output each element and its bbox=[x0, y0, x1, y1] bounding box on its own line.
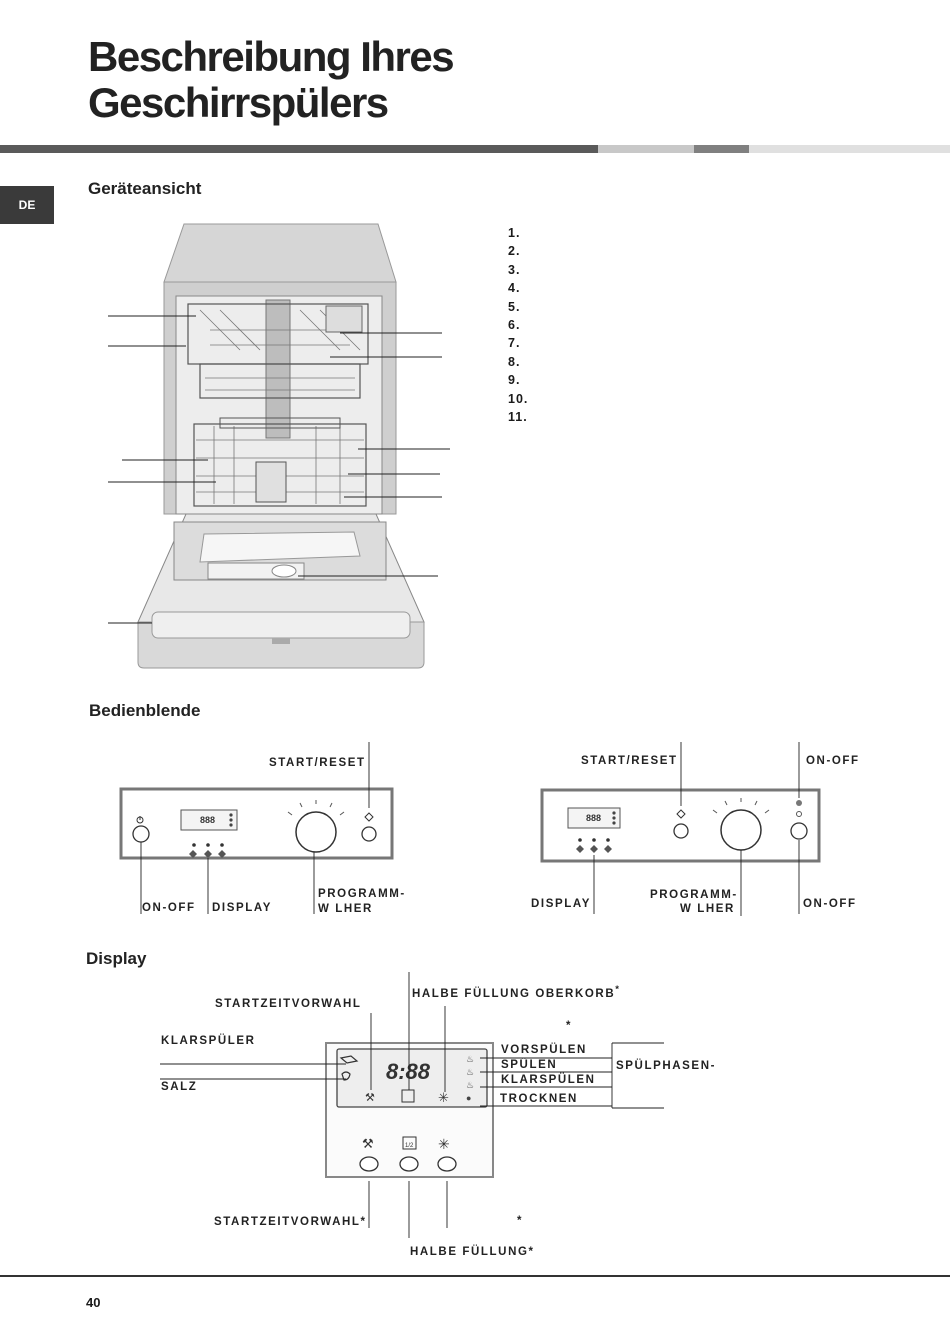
section-device-view-heading: Geräteansicht bbox=[88, 179, 202, 198]
list-item: 2. bbox=[508, 244, 521, 259]
list-item: 9. bbox=[508, 373, 521, 388]
label-program-selector-right-1: PROGRAMM- bbox=[650, 889, 738, 901]
label-startzeitvorwahl: STARTZEITVORWAHL bbox=[215, 998, 362, 1010]
list-item: 1. bbox=[508, 226, 521, 240]
list-item: 11. bbox=[508, 409, 528, 424]
start-reset-button bbox=[362, 827, 376, 841]
svg-text:●: ● bbox=[466, 1093, 472, 1103]
footer-rule bbox=[0, 1275, 950, 1277]
label-on-off-left: ON-OFF bbox=[142, 902, 196, 914]
label-program-selector-left-2: W LHER bbox=[318, 903, 373, 915]
label-spuelen: SPÜLEN bbox=[501, 1059, 558, 1071]
title-line-2: Geschirrspülers bbox=[88, 79, 388, 126]
svg-text:1/2: 1/2 bbox=[405, 1143, 414, 1149]
title-line-1: Beschreibung Ihres bbox=[88, 33, 454, 80]
label-trocknen: TROCKNEN bbox=[500, 1093, 578, 1105]
label-start-reset-left: START/RESET bbox=[269, 757, 366, 769]
list-item: 3. bbox=[508, 262, 521, 277]
svg-text:888: 888 bbox=[586, 813, 602, 823]
lcd-digits: 8:88 bbox=[386, 1059, 431, 1084]
header-bar-mid bbox=[694, 145, 749, 153]
label-halbe-fuellung-oberkorb: HALBE FÜLLUNG OBERKORB* bbox=[412, 984, 621, 1000]
start-reset-button bbox=[674, 824, 688, 838]
half-load-button bbox=[400, 1157, 418, 1171]
footnote-asterisk-bottom: * bbox=[517, 1215, 524, 1227]
label-program-selector-right-2: W LHER bbox=[680, 903, 735, 915]
label-vorspuelen: VORSPÜLEN bbox=[501, 1044, 587, 1056]
header-bar-end bbox=[749, 145, 950, 153]
list-item: 8. bbox=[508, 354, 521, 369]
svg-text:888: 888 bbox=[200, 815, 216, 825]
label-klarspuelen: KLARSPÜLEN bbox=[501, 1074, 596, 1086]
drying-icon: ✳ bbox=[438, 1136, 450, 1152]
label-spuelphasen: SPÜLPHASEN- bbox=[616, 1060, 717, 1072]
label-start-reset-right: START/RESET bbox=[581, 755, 678, 767]
drying-button bbox=[438, 1157, 456, 1171]
language-tab[interactable]: DE bbox=[0, 186, 54, 224]
parts-list bbox=[508, 224, 528, 426]
svg-text:♨: ♨ bbox=[466, 1067, 475, 1077]
label-halbe-fuellung-button: HALBE FÜLLUNG* bbox=[410, 1246, 535, 1258]
label-display-right: DISPLAY bbox=[531, 898, 591, 910]
drying-lcd-icon: ✳ bbox=[438, 1090, 449, 1105]
label-startzeitvorwahl-button: STARTZEITVORWAHL* bbox=[214, 1216, 367, 1228]
delay-start-icon: ⚒ bbox=[362, 1136, 374, 1151]
header-bar-dark bbox=[0, 145, 598, 153]
list-item: 5. bbox=[508, 299, 521, 314]
label-klarspueler: KLARSPÜLER bbox=[161, 1035, 256, 1047]
label-salz: SALZ bbox=[161, 1081, 198, 1093]
list-item: 10. bbox=[508, 391, 529, 406]
footnote-asterisk-top: * bbox=[566, 1020, 573, 1032]
section-control-panel-heading: Bedienblende bbox=[89, 701, 201, 720]
label-display-left: DISPLAY bbox=[212, 902, 272, 914]
list-item: 4. bbox=[508, 281, 521, 296]
section-display-heading: Display bbox=[86, 949, 147, 968]
svg-text:♨: ♨ bbox=[466, 1080, 475, 1090]
power-button bbox=[133, 826, 149, 842]
label-program-selector-left-1: PROGRAMM- bbox=[318, 888, 406, 900]
power-button bbox=[791, 823, 807, 839]
svg-text:♨: ♨ bbox=[466, 1054, 475, 1064]
program-selector-dial bbox=[721, 810, 761, 850]
dishwasher-illustration bbox=[100, 215, 460, 675]
label-on-off-right-bottom: ON-OFF bbox=[803, 898, 857, 910]
label-on-off-right-top: ON-OFF bbox=[806, 755, 860, 767]
page-number: 40 bbox=[86, 1295, 101, 1310]
list-item: 6. bbox=[508, 317, 521, 332]
program-selector-dial bbox=[296, 812, 336, 852]
header-bar-light bbox=[598, 145, 694, 153]
list-item: 7. bbox=[508, 336, 521, 351]
delay-start-lcd-icon: ⚒ bbox=[365, 1092, 375, 1104]
delay-start-button bbox=[360, 1157, 378, 1171]
page-title bbox=[88, 34, 453, 126]
